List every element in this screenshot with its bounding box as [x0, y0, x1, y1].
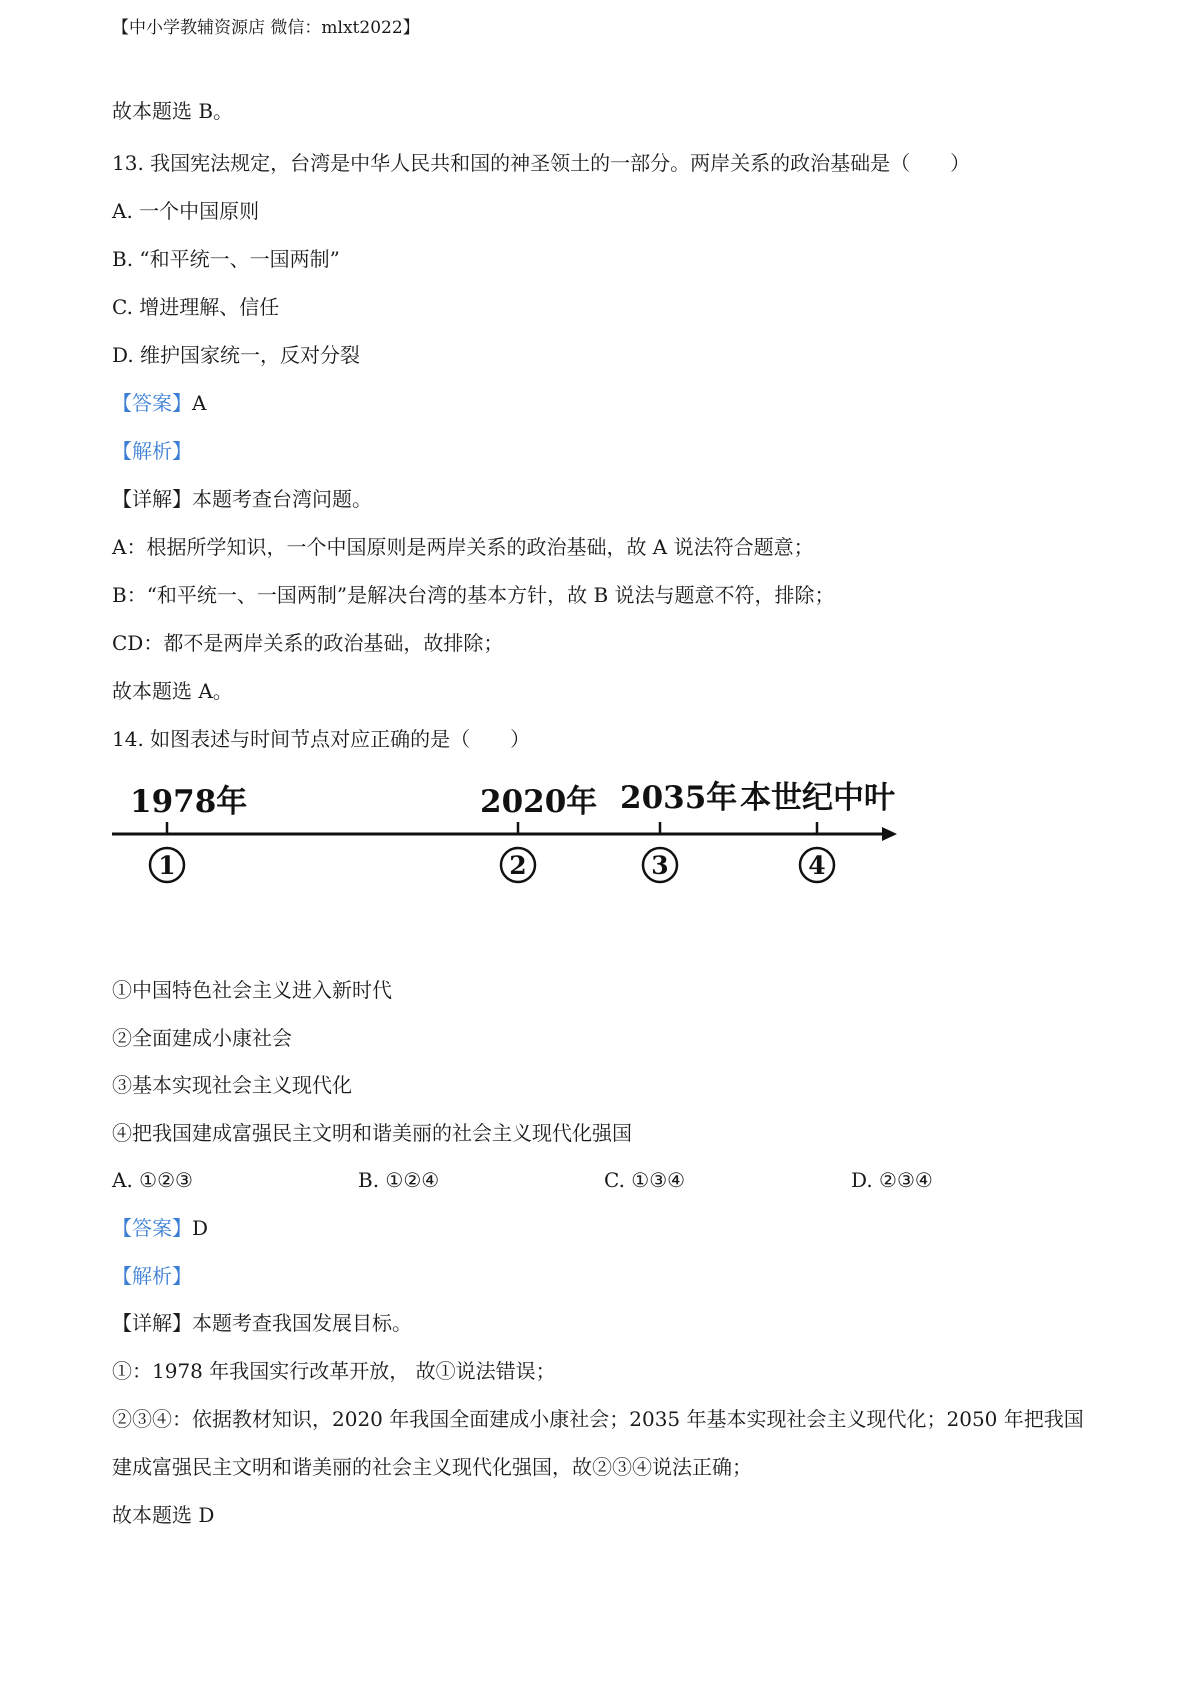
svg-text:4: 4 — [808, 851, 826, 880]
q14-detail-2: ①：1978 年我国实行改革开放， 故①说法错误； — [112, 1359, 556, 1383]
timeline-marker-3 — [643, 848, 677, 882]
answer-tag: 【答案】 — [112, 391, 192, 415]
q12-conclusion: 故本题选 B。 — [112, 99, 234, 123]
q14-detail-4: 建成富强民主文明和谐美丽的社会主义现代化强国，故②③④说法正确； — [112, 1455, 752, 1479]
q13-option-b: B. “和平统一、一国两制” — [112, 247, 340, 271]
q13-detail-5: 故本题选 A。 — [112, 679, 233, 703]
timeline-marker-1 — [150, 848, 184, 882]
q13-option-a: A. 一个中国原则 — [112, 199, 260, 223]
q14-statement-2: ②全面建成小康社会 — [112, 1026, 292, 1050]
q13-detail-3: B：“和平统一、一国两制”是解决台湾的基本方针，故 B 说法与题意不符，排除； — [112, 583, 835, 607]
answer-tag: 【答案】 — [112, 1216, 192, 1240]
q14-option-b: B. ①②④ — [358, 1168, 440, 1192]
answer-value: D — [192, 1216, 209, 1240]
q13-stem: 13. 我国宪法规定，台湾是中华人民共和国的神圣领土的一部分。两岸关系的政治基础是（ ） — [112, 151, 971, 175]
q14-option-a: A. ①②③ — [112, 1168, 193, 1192]
q13-answer-row — [112, 389, 206, 417]
q13-option-c: C. 增进理解、信任 — [112, 295, 280, 319]
q14-answer-row — [112, 1214, 208, 1242]
timeline-arrowhead — [882, 827, 897, 841]
q13-detail-2: A：根据所学知识，一个中国原则是两岸关系的政治基础，故 A 说法符合题意； — [112, 535, 814, 559]
q13-detail-1: 【详解】本题考查台湾问题。 — [112, 487, 372, 511]
timeline-label-2020: 2020年 — [480, 784, 598, 820]
q13-option-d: D. 维护国家统一，反对分裂 — [112, 343, 361, 367]
q14-statement-3: ③基本实现社会主义现代化 — [112, 1073, 352, 1097]
q14-detail-5: 故本题选 D — [112, 1503, 215, 1527]
timeline-figure — [100, 762, 930, 912]
q14-option-d: D. ②③④ — [851, 1168, 933, 1192]
q14-detail-3: ②③④：依据教材知识，2020 年我国全面建成小康社会；2035 年基本实现社会主义现代化；2050 年把我国 — [112, 1407, 1084, 1431]
timeline-marker-2 — [501, 848, 535, 882]
q14-stem: 14. 如图表述与时间节点对应正确的是（ ） — [112, 727, 531, 751]
q14-detail-1: 【详解】本题考查我国发展目标。 — [112, 1311, 412, 1335]
q14-statement-1: ①中国特色社会主义进入新时代 — [112, 978, 392, 1002]
page-header: 【中小学教辅资源店 微信：mlxt2022】 — [112, 18, 420, 38]
timeline-label-2035: 2035年 — [620, 780, 738, 816]
q14-analysis-tag: 【解析】 — [112, 1264, 192, 1288]
svg-text:3: 3 — [651, 851, 669, 880]
timeline-label-1978: 1978年 — [130, 784, 248, 820]
answer-value: A — [192, 391, 207, 415]
timeline-marker-4 — [800, 848, 834, 882]
q14-statement-4: ④把我国建成富强民主文明和谐美丽的社会主义现代化强国 — [112, 1121, 632, 1145]
svg-text:2: 2 — [509, 851, 527, 880]
timeline-label-mid-century: 本世纪中叶 — [740, 780, 895, 816]
q13-detail-4: CD：都不是两岸关系的政治基础，故排除； — [112, 631, 504, 655]
q14-option-c: C. ①③④ — [604, 1168, 686, 1192]
svg-text:1: 1 — [158, 851, 176, 880]
q13-analysis-tag: 【解析】 — [112, 439, 192, 463]
